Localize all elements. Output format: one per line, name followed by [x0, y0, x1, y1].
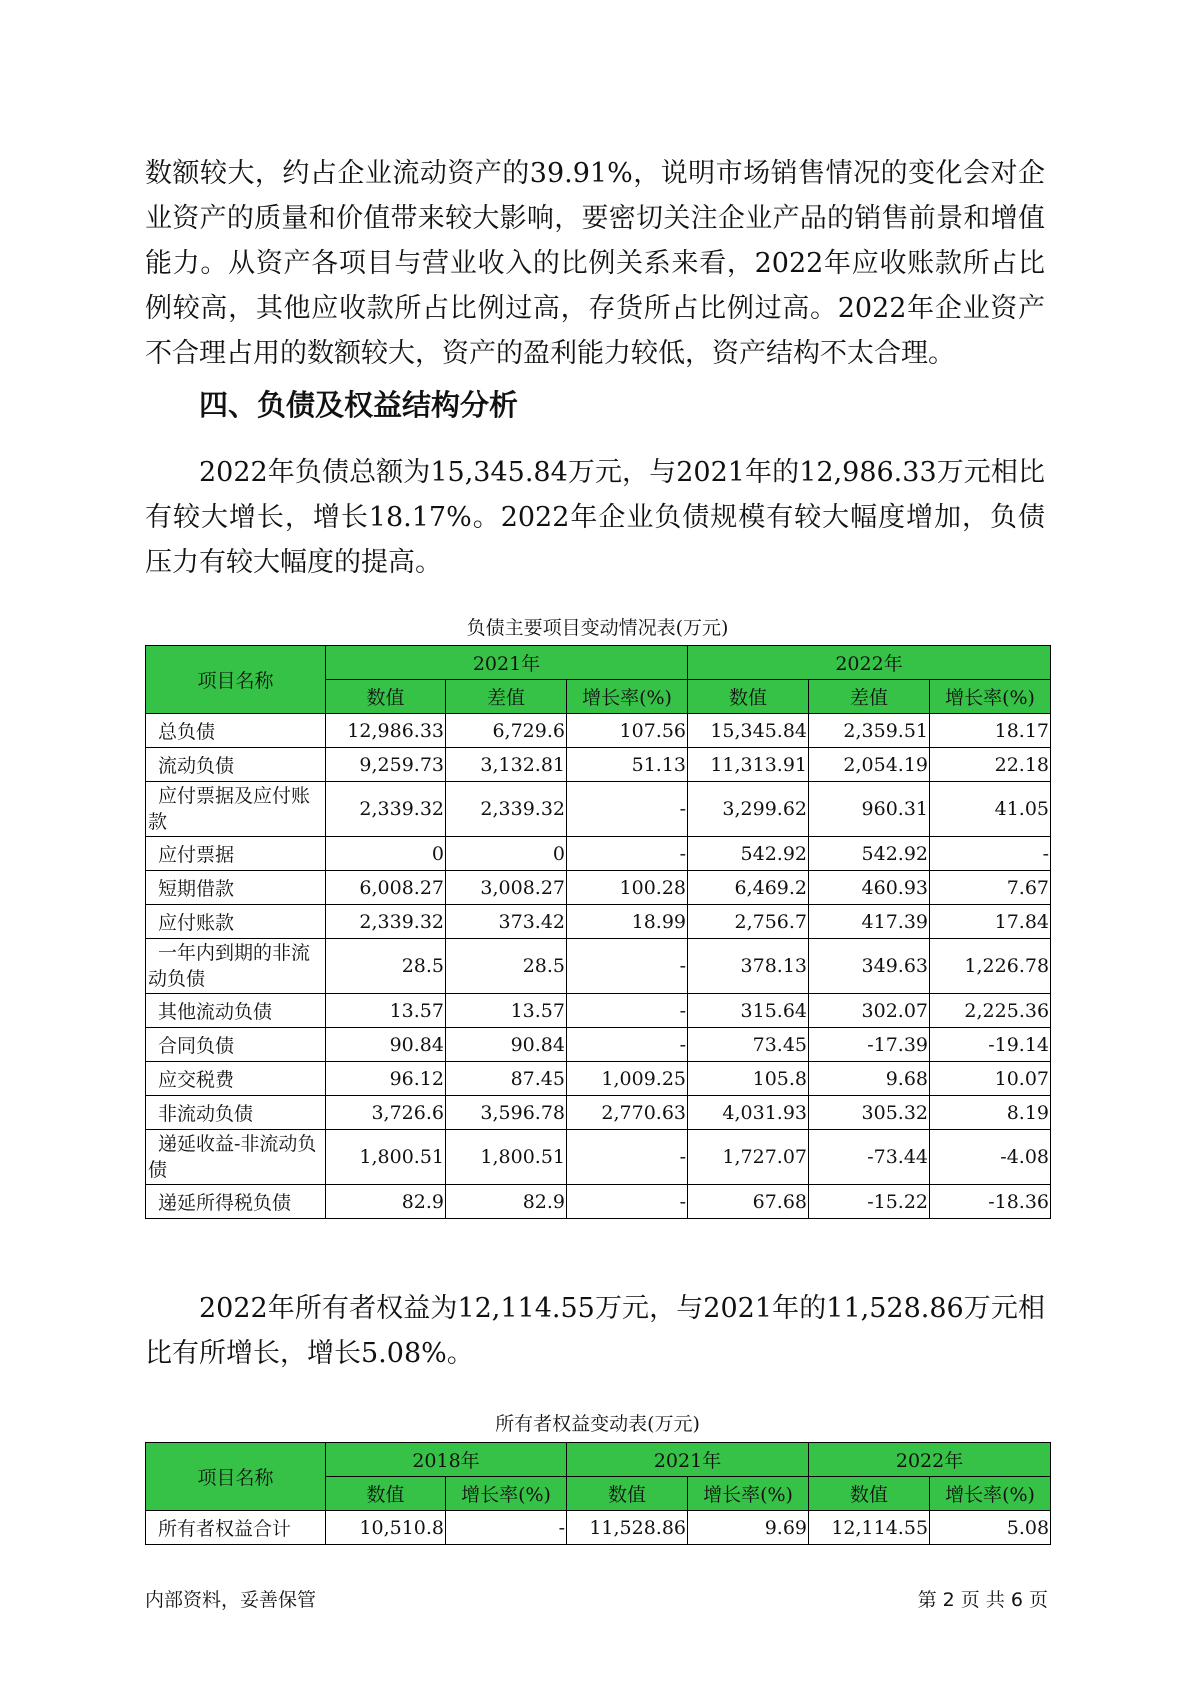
table-cell: 8.19	[930, 1096, 1051, 1130]
table-cell: 305.32	[809, 1096, 930, 1130]
section-heading: 四、负债及权益结构分析	[199, 388, 519, 422]
table-row	[146, 714, 1051, 748]
table-cell: 73.45	[688, 1028, 809, 1062]
row-label: 流动负债	[146, 748, 326, 782]
column-header: 数值	[809, 1477, 930, 1511]
table-cell: 18.99	[567, 905, 688, 939]
table-cell: 960.31	[809, 782, 930, 837]
table-row	[146, 837, 1051, 871]
table-cell: 10.07	[930, 1062, 1051, 1096]
table-cell: 2,770.63	[567, 1096, 688, 1130]
liability-change-table	[145, 645, 1051, 1219]
table-cell: -	[930, 837, 1051, 871]
paragraph-equity-summary: 2022年所有者权益为12,114.55万元，与2021年的11,528.86万元相比有所增长，增长5.08%。	[145, 1293, 1045, 1369]
table-cell: 7.67	[930, 871, 1051, 905]
table-cell: 82.9	[446, 1185, 567, 1219]
table-cell: 100.28	[567, 871, 688, 905]
table-row	[146, 1130, 1051, 1185]
table-cell: 0	[446, 837, 567, 871]
table-row	[146, 905, 1051, 939]
year-header: 2021年	[567, 1443, 809, 1477]
table-cell: 11,313.91	[688, 748, 809, 782]
row-label: 短期借款	[146, 871, 326, 905]
table-cell: -17.39	[809, 1028, 930, 1062]
table-row	[146, 748, 1051, 782]
table-cell: 3,299.62	[688, 782, 809, 837]
table-cell: 96.12	[326, 1062, 446, 1096]
row-label: 其他流动负债	[146, 994, 326, 1028]
row-label: 合同负债	[146, 1028, 326, 1062]
column-header: 差值	[809, 680, 930, 714]
table-row	[146, 1511, 1051, 1545]
table-cell: 3,132.81	[446, 748, 567, 782]
year-header: 2018年	[326, 1443, 567, 1477]
table-cell: 4,031.93	[688, 1096, 809, 1130]
table-cell: 67.68	[688, 1185, 809, 1219]
table-cell: 107.56	[567, 714, 688, 748]
table1-caption: 负债主要项目变动情况表(万元)	[466, 617, 729, 639]
footer-page-number: 第 2 页 共 6 页	[917, 1589, 1048, 1611]
table-cell: 0	[326, 837, 446, 871]
table-cell: 12,986.33	[326, 714, 446, 748]
table-cell: -	[567, 837, 688, 871]
table-cell: 10,510.8	[326, 1511, 446, 1545]
table-row	[146, 1096, 1051, 1130]
table-cell: 6,469.2	[688, 871, 809, 905]
table-cell: 15,345.84	[688, 714, 809, 748]
column-header: 数值	[326, 680, 446, 714]
footer-confidential-note: 内部资料，妥善保管	[145, 1589, 317, 1611]
table-cell: 82.9	[326, 1185, 446, 1219]
table-cell: 2,339.32	[326, 782, 446, 837]
table-cell: 1,800.51	[446, 1130, 567, 1185]
table-row	[146, 871, 1051, 905]
table-cell: 9.69	[688, 1511, 809, 1545]
table-cell: 1,009.25	[567, 1062, 688, 1096]
table-cell: 2,054.19	[809, 748, 930, 782]
table-cell: 28.5	[446, 939, 567, 994]
table-cell: 51.13	[567, 748, 688, 782]
row-label: 总负债	[146, 714, 326, 748]
row-label: 一年内到期的非流动负债	[146, 939, 326, 994]
table-cell: -	[567, 1130, 688, 1185]
table-cell: 417.39	[809, 905, 930, 939]
paragraph-liability-summary: 2022年负债总额为15,345.84万元，与2021年的12,986.33万元相比有较大增长，增长18.17%。2022年企业负债规模有较大幅度增加，负债压力有较大幅度的提高。	[145, 457, 1045, 578]
table2-caption: 所有者权益变动表(万元)	[495, 1413, 700, 1435]
column-header: 数值	[688, 680, 809, 714]
table-cell: 3,008.27	[446, 871, 567, 905]
table-cell: -	[567, 1028, 688, 1062]
column-header: 数值	[326, 1477, 446, 1511]
table-cell: -19.14	[930, 1028, 1051, 1062]
table-cell: 9.68	[809, 1062, 930, 1096]
column-header: 增长率(%)	[688, 1477, 809, 1511]
table-cell: 18.17	[930, 714, 1051, 748]
table-cell: 2,339.32	[446, 782, 567, 837]
column-header: 数值	[567, 1477, 688, 1511]
year-header: 2022年	[809, 1443, 1051, 1477]
item-name-header: 项目名称	[146, 646, 326, 714]
table-cell: 460.93	[809, 871, 930, 905]
table-cell: -	[446, 1511, 567, 1545]
table-cell: 11,528.86	[567, 1511, 688, 1545]
column-header: 增长率(%)	[446, 1477, 567, 1511]
table-row	[146, 782, 1051, 837]
table-cell: -4.08	[930, 1130, 1051, 1185]
equity-change-table	[145, 1442, 1051, 1545]
table-cell: 1,800.51	[326, 1130, 446, 1185]
table-cell: 3,726.6	[326, 1096, 446, 1130]
table-cell: 2,756.7	[688, 905, 809, 939]
table-cell: 87.45	[446, 1062, 567, 1096]
table-cell: 9,259.73	[326, 748, 446, 782]
table-cell: 90.84	[326, 1028, 446, 1062]
row-label: 所有者权益合计	[146, 1511, 326, 1545]
table-cell: -	[567, 1185, 688, 1219]
table-cell: 2,359.51	[809, 714, 930, 748]
table-cell: 13.57	[446, 994, 567, 1028]
row-label: 应付票据及应付账款	[146, 782, 326, 837]
table-cell: 2,225.36	[930, 994, 1051, 1028]
year-header: 2022年	[688, 646, 1051, 680]
table-cell: -15.22	[809, 1185, 930, 1219]
table-cell: 6,008.27	[326, 871, 446, 905]
table-cell: 90.84	[446, 1028, 567, 1062]
table-cell: 5.08	[930, 1511, 1051, 1545]
table-cell: 542.92	[688, 837, 809, 871]
table-cell: 41.05	[930, 782, 1051, 837]
table-cell: 315.64	[688, 994, 809, 1028]
paragraph-asset-analysis: 数额较大，约占企业流动资产的39.91%，说明市场销售情况的变化会对企业资产的质量和价值带来较大影响，要密切关注企业产品的销售前景和增值能力。从资产各项目与营业收入的比例关系来看，2022年应收账款所占比例较高，其他应收款所占比例过高，存货所占比例过高。2022年企业资产不合理占用的数额较大，资产的盈利能力较低，资产结构不太合理。	[145, 158, 1045, 369]
table-cell: 13.57	[326, 994, 446, 1028]
table-cell: -73.44	[809, 1130, 930, 1185]
table-cell: -18.36	[930, 1185, 1051, 1219]
table-cell: 17.84	[930, 905, 1051, 939]
table-row	[146, 1185, 1051, 1219]
table-cell: 3,596.78	[446, 1096, 567, 1130]
table-cell: 22.18	[930, 748, 1051, 782]
table-cell: 2,339.32	[326, 905, 446, 939]
column-header: 增长率(%)	[930, 1477, 1051, 1511]
table-cell: 28.5	[326, 939, 446, 994]
table-cell: 12,114.55	[809, 1511, 930, 1545]
table-cell: 1,226.78	[930, 939, 1051, 994]
column-header: 差值	[446, 680, 567, 714]
table-cell: 378.13	[688, 939, 809, 994]
column-header: 增长率(%)	[930, 680, 1051, 714]
table-cell: 1,727.07	[688, 1130, 809, 1185]
table-cell: 6,729.6	[446, 714, 567, 748]
table-row	[146, 994, 1051, 1028]
row-label: 递延收益-非流动负债	[146, 1130, 326, 1185]
row-label: 应付账款	[146, 905, 326, 939]
row-label: 非流动负债	[146, 1096, 326, 1130]
table-cell: 105.8	[688, 1062, 809, 1096]
row-label: 应付票据	[146, 837, 326, 871]
table-cell: 302.07	[809, 994, 930, 1028]
table-cell: -	[567, 939, 688, 994]
table-cell: -	[567, 994, 688, 1028]
year-header: 2021年	[326, 646, 688, 680]
table-row	[146, 939, 1051, 994]
row-label: 递延所得税负债	[146, 1185, 326, 1219]
table-cell: 542.92	[809, 837, 930, 871]
table-row	[146, 1062, 1051, 1096]
table-cell: 373.42	[446, 905, 567, 939]
item-name-header: 项目名称	[146, 1443, 326, 1511]
table-row	[146, 1028, 1051, 1062]
table-cell: -	[567, 782, 688, 837]
table-cell: 349.63	[809, 939, 930, 994]
column-header: 增长率(%)	[567, 680, 688, 714]
row-label: 应交税费	[146, 1062, 326, 1096]
